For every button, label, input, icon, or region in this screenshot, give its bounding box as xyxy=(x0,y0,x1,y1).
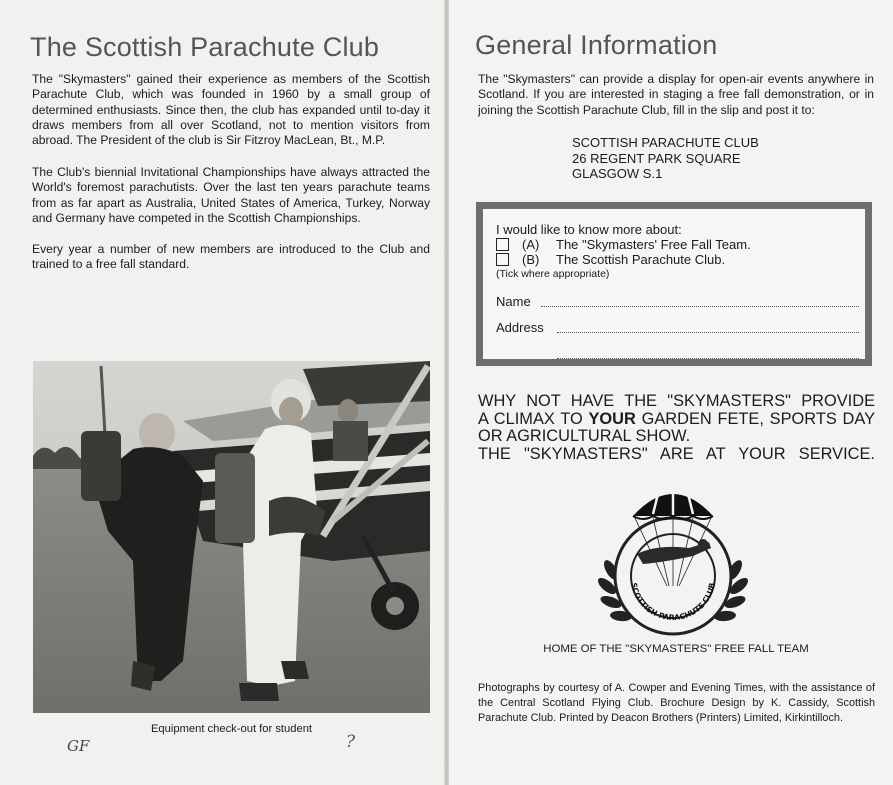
option-a[interactable] xyxy=(496,237,751,252)
promo-line: THE "SKYMASTERS" ARE AT YOUR SERVICE. xyxy=(478,444,875,463)
handwritten-initials: GF xyxy=(67,737,90,755)
option-b-code: (B) xyxy=(522,252,540,267)
tick-note: (Tick where appropriate) xyxy=(496,268,610,280)
championships-paragraph: The Club's biennial Invitational Championships have always attracted the World's foremost parachutists. Over the last ten years parachute teams from as far apart as Australia, United States of America, Turkey, Norway and Germany have competed in the Scottish Championships. xyxy=(32,165,430,225)
promo-line: OR AGRICULTURAL SHOW. xyxy=(478,427,691,445)
handwritten-question-mark: ? xyxy=(346,732,356,752)
club-history-paragraph: The "Skymasters" gained their experience as members of the Scottish Parachute Club, which was founded in 1960 by a small group of determined enthusiasts. Since then, the club has expanded until to-day it draws members from all over Scotland, not to mention visitors from abroad. The President of the club is Sir Fitzroy MacLean, Bt., M.P. xyxy=(32,72,430,148)
slip-heading: I would like to know more about: xyxy=(496,222,682,237)
enquiry-slip xyxy=(476,202,872,366)
club-logo-emblem xyxy=(597,478,749,643)
postal-address xyxy=(572,135,759,182)
checkbox-a[interactable] xyxy=(496,238,509,251)
address-line: 26 REGENT PARK SQUARE xyxy=(572,150,741,166)
promo-line: WHY NOT HAVE THE "SKYMASTERS" PROVIDE xyxy=(478,392,875,410)
address-line: GLASGOW S.1 xyxy=(572,166,663,181)
promo-line: A CLIMAX TO YOUR GARDEN FETE, SPORTS DAY xyxy=(478,409,875,428)
option-b-label: The Scottish Parachute Club. xyxy=(556,252,726,267)
option-a-code: (A) xyxy=(522,237,540,252)
right-page-title: General Information xyxy=(475,30,718,60)
left-page xyxy=(0,0,446,785)
right-page xyxy=(449,0,893,785)
address-field-line-1[interactable] xyxy=(557,332,859,333)
left-page-title: The Scottish Parachute Club xyxy=(30,32,380,62)
credits-paragraph: Photographs by courtesy of A. Cowper and Evening Times, with the assistance of the Central Scotland Flying Club. Brochure Design by K. Cassidy, Scottish Parachute Club. Printed by Deacon Brothers (Printers) Limited, Kirkintilloch. xyxy=(478,682,875,724)
emphasis-your: YOUR xyxy=(588,409,636,428)
address-label: Address xyxy=(496,320,544,335)
checkbox-b[interactable] xyxy=(496,253,509,266)
address-field-line-2[interactable] xyxy=(557,358,859,359)
promo-text xyxy=(478,393,875,463)
option-b[interactable] xyxy=(496,252,725,267)
name-label: Name xyxy=(496,294,531,309)
home-of-team-line: HOME OF THE "SKYMASTERS" FREE FALL TEAM xyxy=(543,643,809,655)
name-field[interactable] xyxy=(541,306,859,307)
equipment-checkout-photo xyxy=(33,361,430,713)
photo-caption: Equipment check-out for student xyxy=(150,723,313,735)
option-a-label: The "Skymasters' Free Fall Team. xyxy=(556,237,751,252)
new-members-paragraph: Every year a number of new members are introduced to the Club and trained to a free fall standard. xyxy=(32,242,430,272)
address-line: SCOTTISH PARACHUTE CLUB xyxy=(572,135,759,150)
display-info-paragraph: The "Skymasters" can provide a display for open-air events anywhere in Scotland. If you are interested in staging a free fall demonstration, or in joining the Scottish Parachute Club, fill in the slip and post it to: xyxy=(478,72,874,117)
logo-lettering: SCOTTISH PARACHUTE CLUB xyxy=(629,581,717,623)
